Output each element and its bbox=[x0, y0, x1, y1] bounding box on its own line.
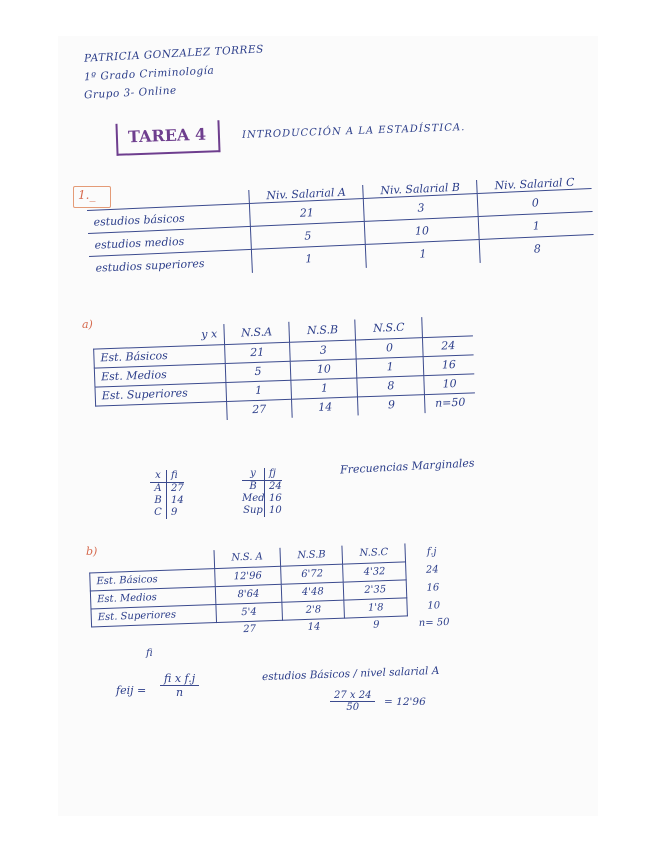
marginal-caption: Frecuencias Marginales bbox=[339, 456, 475, 477]
b-cell: 4'32 bbox=[343, 561, 406, 581]
b-table bbox=[89, 542, 462, 643]
a-cell: 10 bbox=[291, 358, 358, 379]
a-n-total: n=50 bbox=[424, 392, 475, 413]
mx-cell: 9 bbox=[171, 507, 178, 518]
q1-cell: 10 bbox=[364, 216, 479, 244]
b-cell: 5'4 bbox=[215, 602, 282, 622]
student-group: Grupo 3- Online bbox=[83, 84, 177, 102]
a-corner: y x bbox=[201, 327, 218, 342]
b-row-label: Est. Básicos bbox=[90, 568, 215, 590]
q1-col-header: Niv. Salarial C bbox=[477, 175, 592, 193]
marginal-y-table bbox=[242, 468, 282, 517]
b-col-header: N.S. A bbox=[214, 548, 281, 568]
q1-cell: 21 bbox=[249, 198, 364, 226]
mx-cell: 27 bbox=[171, 483, 184, 494]
b-col-total: 9 bbox=[373, 619, 380, 631]
a-table bbox=[92, 315, 475, 424]
b-col-header: N.S.C bbox=[342, 543, 405, 563]
q1-cell: 5 bbox=[250, 221, 365, 249]
example-fraction bbox=[330, 690, 375, 713]
b-cell: 8'64 bbox=[215, 584, 282, 604]
b-cell: 6'72 bbox=[281, 564, 344, 584]
a-col-total: 9 bbox=[358, 394, 425, 415]
a-col-header: N.S.B bbox=[289, 319, 356, 341]
a-row-label: Est. Medios bbox=[94, 363, 225, 387]
mx-cell: A bbox=[150, 483, 167, 495]
q1-cell: 3 bbox=[363, 193, 478, 221]
a-row-total: 16 bbox=[423, 354, 474, 375]
subject-title: INTRODUCCIÓN A LA ESTADÍSTICA. bbox=[241, 122, 466, 141]
a-cell: 3 bbox=[290, 339, 357, 360]
section-b-label: b) bbox=[86, 545, 98, 558]
mx-header: fi bbox=[171, 470, 178, 481]
b-col-total: 27 bbox=[243, 623, 257, 635]
b-side-header: f.j bbox=[426, 545, 437, 558]
student-course: 1º Grado Criminología bbox=[83, 64, 215, 84]
q1-cell: 1 bbox=[365, 239, 480, 267]
marginal-x-table bbox=[150, 470, 184, 519]
q1-cell: 1 bbox=[479, 211, 594, 239]
a-cell: 21 bbox=[224, 342, 290, 363]
b-col-total: 14 bbox=[307, 621, 321, 633]
formula-lhs: feij = bbox=[116, 684, 147, 697]
example-caption: estudios Básicos / nivel salarial A bbox=[261, 664, 440, 684]
my-header: fj bbox=[269, 468, 276, 479]
q1-cell: 1 bbox=[251, 244, 366, 272]
example-result: = 12'96 bbox=[384, 696, 426, 708]
my-header: y bbox=[242, 468, 265, 480]
b-row-label: Est. Superiores bbox=[91, 604, 216, 626]
a-cell: 8 bbox=[357, 375, 424, 396]
a-col-total: 14 bbox=[292, 396, 359, 417]
tarea-title: TAREA 4 bbox=[127, 124, 207, 147]
a-cell: 1 bbox=[291, 377, 358, 398]
b-bottom-label: fi bbox=[146, 648, 153, 659]
q1-col-header: Niv. Salarial A bbox=[249, 185, 364, 203]
q1-row-label: estudios superiores bbox=[89, 249, 252, 279]
formula-numerator: fi x f.j bbox=[160, 672, 199, 686]
mx-header: x bbox=[150, 470, 167, 482]
b-cell: 2'35 bbox=[344, 579, 407, 599]
a-cell: 1 bbox=[225, 380, 291, 401]
b-cell: 12'96 bbox=[214, 566, 281, 586]
q1-col-header: Niv. Salarial B bbox=[363, 180, 478, 198]
q1-cell: 0 bbox=[478, 189, 593, 217]
a-col-header: N.S.A bbox=[223, 322, 290, 344]
b-cell: 4'48 bbox=[281, 582, 344, 602]
b-n-total: n= 50 bbox=[418, 616, 450, 629]
my-cell: B bbox=[242, 481, 265, 493]
a-row-label: Est. Básicos bbox=[94, 344, 225, 368]
b-row-total: 24 bbox=[425, 563, 439, 576]
b-col-header: N.S.B bbox=[280, 546, 343, 566]
my-cell: 10 bbox=[269, 505, 282, 516]
a-col-total: 27 bbox=[226, 399, 292, 420]
section-a-label: a) bbox=[82, 318, 93, 331]
my-cell: 24 bbox=[269, 481, 282, 492]
b-cell: 2'8 bbox=[282, 600, 345, 620]
q1-cell: 8 bbox=[480, 234, 595, 262]
a-row-total: 24 bbox=[422, 335, 473, 356]
student-name: PATRICIA GONZALEZ TORRES bbox=[83, 43, 265, 65]
b-row-total: 10 bbox=[427, 599, 441, 612]
formula-fraction bbox=[160, 672, 199, 699]
b-row-total: 16 bbox=[426, 581, 440, 594]
q1-row-label: estudios básicos bbox=[87, 203, 250, 233]
a-cell: 5 bbox=[225, 361, 291, 382]
b-row-label: Est. Medios bbox=[90, 586, 215, 608]
a-col-header: N.S.C bbox=[355, 317, 422, 339]
a-cell: 0 bbox=[356, 337, 423, 358]
example-numerator: 27 x 24 bbox=[330, 690, 375, 702]
b-cell: 1'8 bbox=[344, 597, 407, 617]
formula-denominator: n bbox=[176, 686, 184, 699]
q1-row-label: estudios medios bbox=[88, 226, 251, 256]
a-row-total: 10 bbox=[424, 373, 475, 394]
mx-cell: C bbox=[150, 507, 167, 519]
mx-cell: B bbox=[150, 495, 167, 507]
example-denominator: 50 bbox=[346, 702, 360, 713]
my-cell: Sup bbox=[242, 505, 265, 517]
my-cell: 16 bbox=[269, 493, 282, 504]
mx-cell: 14 bbox=[171, 495, 184, 506]
a-row-label: Est. Superiores bbox=[95, 382, 226, 406]
my-cell: Med bbox=[242, 493, 265, 504]
q1-label: 1._ bbox=[78, 188, 96, 202]
a-cell: 1 bbox=[357, 356, 424, 377]
